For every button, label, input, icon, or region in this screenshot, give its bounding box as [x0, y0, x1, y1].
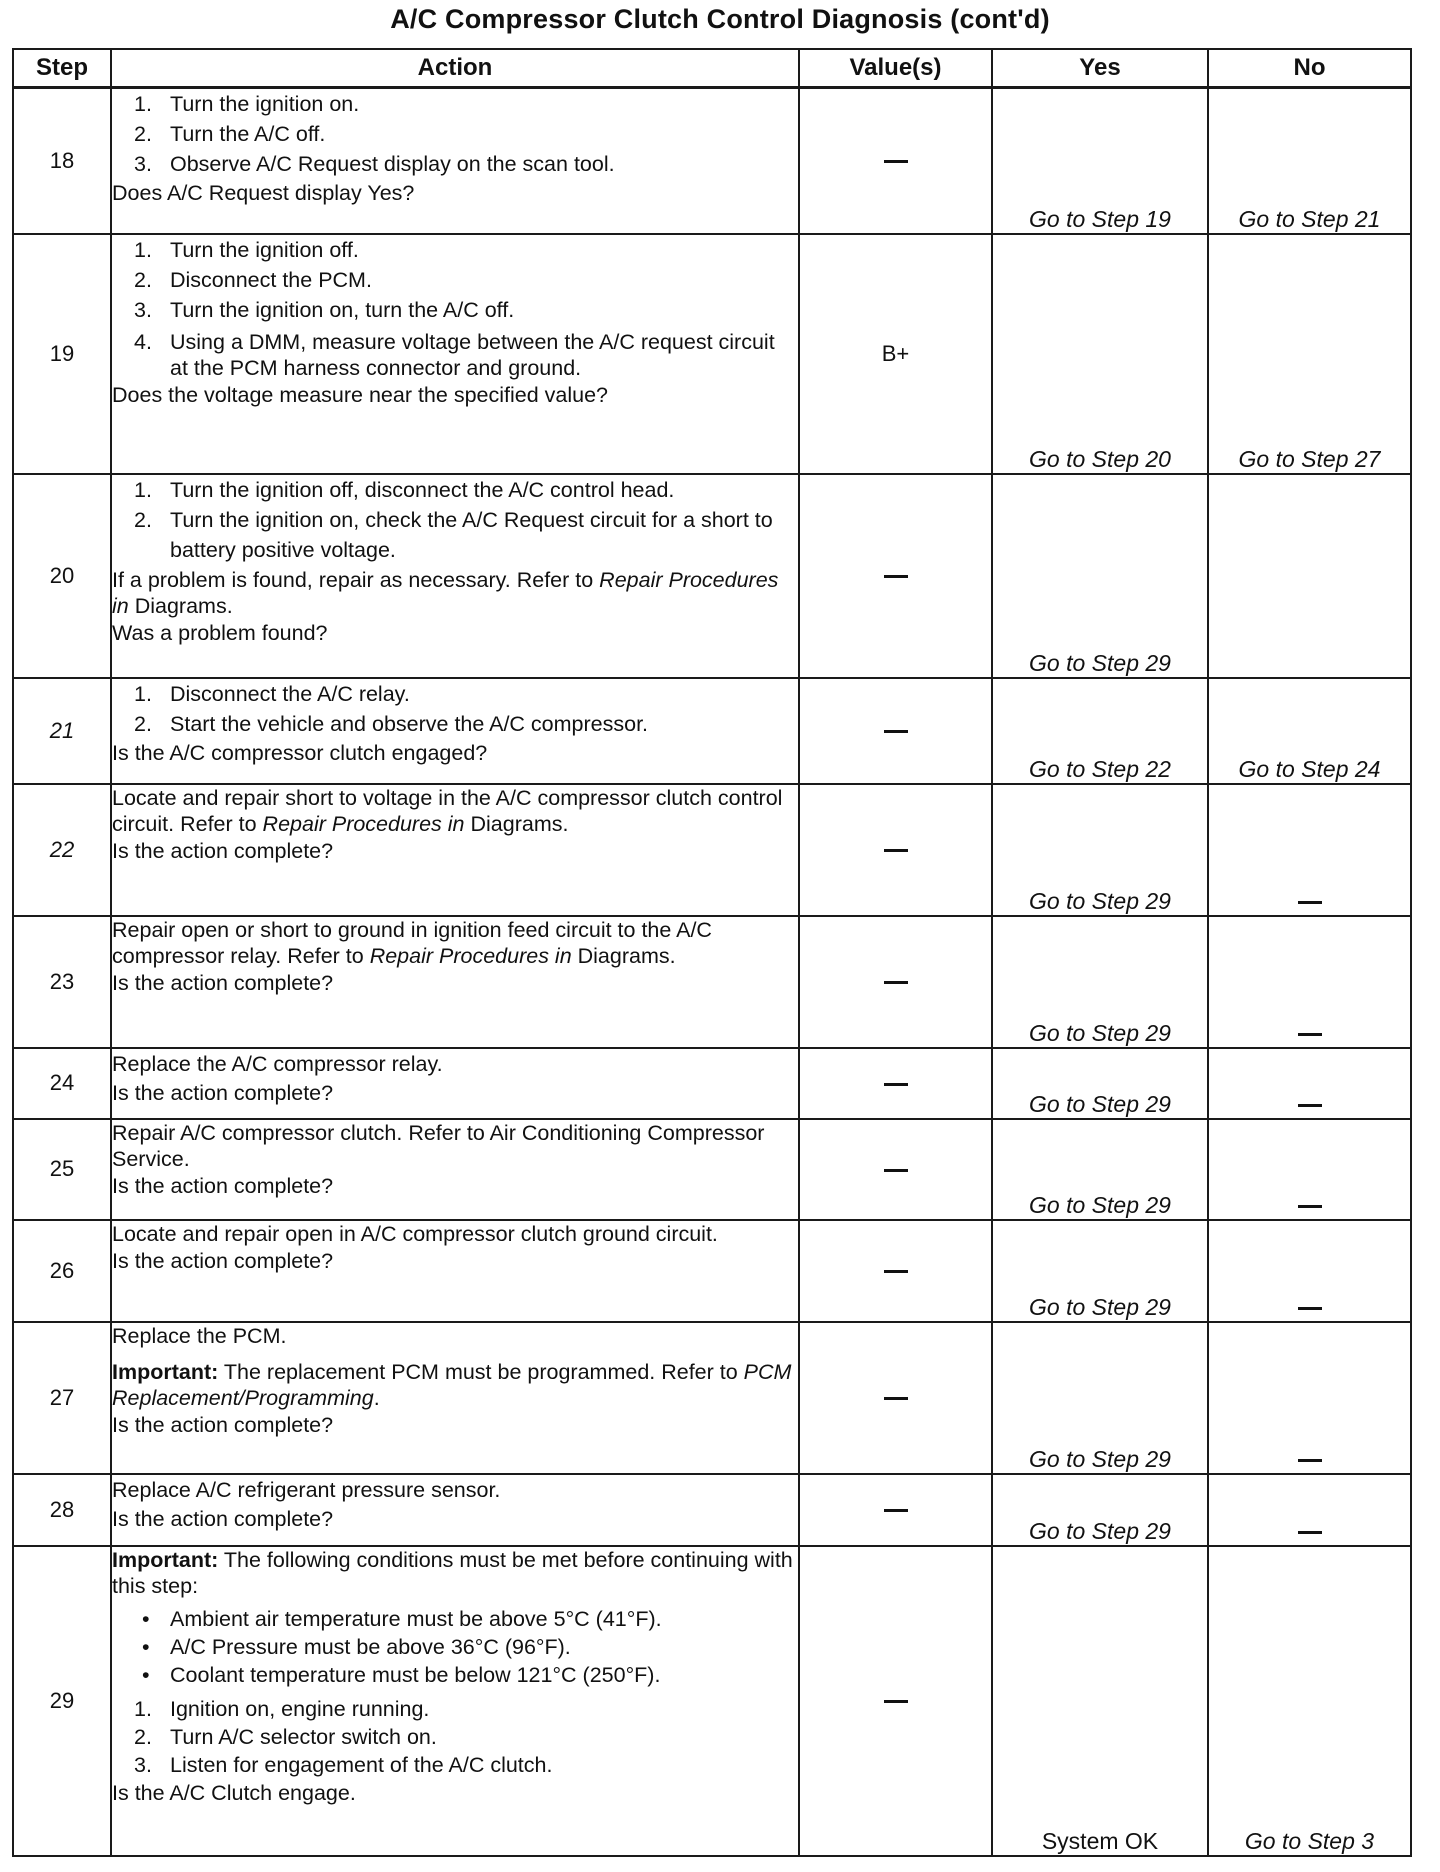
- step-list-item: [112, 1723, 798, 1751]
- action-text-main: Repair open or short to ground in ignition feed circuit to the A/C compressor relay. Refer to: [112, 917, 712, 968]
- step-list-item: [112, 295, 798, 325]
- step-list-item: [112, 89, 798, 119]
- action-cell: [111, 1322, 799, 1474]
- step-cell: 23: [13, 916, 111, 1048]
- action-text-tail: Diagrams.: [128, 593, 233, 618]
- step-list-item: [112, 1695, 798, 1723]
- action-text: [112, 1049, 798, 1079]
- no-cell: [1208, 234, 1411, 474]
- dash-mark: [884, 1700, 908, 1703]
- step-number: 1.: [134, 92, 152, 116]
- table-body: [13, 88, 1411, 1856]
- action-text-main: Locate and repair open in A/C compressor clutch ground circuit.: [112, 1221, 718, 1246]
- cell-text: System OK: [1041, 1827, 1159, 1854]
- action-question: Is the action complete?: [112, 1173, 334, 1198]
- no-cell: [1208, 678, 1411, 784]
- action-question: Was a problem found?: [112, 620, 328, 645]
- yes-cell: [992, 1119, 1208, 1220]
- action-text-main: Locate and repair short to voltage in the A/C compressor clutch control circuit. Refer to: [112, 785, 783, 836]
- action-cell: [111, 1048, 799, 1119]
- value-cell: [799, 784, 992, 916]
- table-row: [13, 916, 1411, 1048]
- important-tail: .: [373, 1385, 380, 1410]
- important-text: The following conditions must be met before continuing with this step:: [112, 1547, 793, 1598]
- step-cell: 27: [13, 1322, 111, 1474]
- action-text-main: Repair A/C compressor clutch. Refer to Air Conditioning Compressor Service.: [112, 1120, 765, 1171]
- reference-link-text: Repair Procedures in: [112, 567, 779, 618]
- value-cell: [799, 1474, 992, 1546]
- table-row: [13, 1546, 1411, 1856]
- step-number: 1.: [134, 681, 152, 706]
- no-cell: [1208, 1546, 1411, 1856]
- step-text: Disconnect the A/C relay.: [170, 681, 410, 706]
- action-question: Is the action complete?: [112, 838, 334, 863]
- step-text: Turn the A/C off.: [170, 122, 326, 146]
- action-cell: [111, 88, 799, 234]
- action-cell: [111, 678, 799, 784]
- dash-mark: [884, 730, 908, 733]
- action-text-main: Replace the PCM.: [112, 1323, 287, 1348]
- value-cell: [799, 916, 992, 1048]
- table-row: [13, 1220, 1411, 1322]
- step-number: 2.: [134, 122, 152, 146]
- step-number: 2.: [134, 1724, 152, 1749]
- condition-item: • A/C Pressure must be above 36°C (96°F).: [112, 1633, 798, 1661]
- step-text: Turn the ignition on.: [170, 92, 360, 116]
- step-text: Turn the ignition on, turn the A/C off.: [170, 297, 515, 322]
- yes-cell: [992, 784, 1208, 916]
- yes-cell: [992, 1048, 1208, 1119]
- goto-text: Go to Step 19: [1029, 205, 1171, 232]
- goto-text: Go to Step 21: [1238, 205, 1381, 232]
- step-number: 1.: [134, 1696, 152, 1721]
- goto-text: Go to Step 22: [1029, 755, 1171, 782]
- goto-text: Go to Step 24: [1238, 755, 1381, 782]
- step-cell: 26: [13, 1220, 111, 1322]
- yes-cell: [992, 88, 1208, 234]
- step-list-item: [112, 475, 798, 505]
- table-row: [13, 474, 1411, 678]
- no-cell: [1208, 1220, 1411, 1322]
- step-list-item: [112, 1751, 798, 1779]
- header-row: [13, 49, 1411, 88]
- step-number: 2.: [134, 507, 152, 532]
- action-cell: [111, 1220, 799, 1322]
- page-title: A/C Compressor Clutch Control Diagnosis (cont'd): [390, 4, 1050, 34]
- step-cell: 24: [13, 1048, 111, 1119]
- action-text: [112, 785, 798, 837]
- step-list-item: [112, 119, 798, 149]
- no-cell: [1208, 1048, 1411, 1119]
- no-cell: [1208, 1474, 1411, 1546]
- step-number: 2.: [134, 267, 152, 292]
- important-label: Important:: [112, 1359, 219, 1384]
- yes-cell: [992, 234, 1208, 474]
- action-text: [112, 1475, 798, 1505]
- dash-mark: [884, 1169, 908, 1172]
- step-cell: 20: [13, 474, 111, 678]
- action-question: Is the A/C compressor clutch engaged?: [112, 740, 488, 765]
- yes-cell: [992, 916, 1208, 1048]
- step-list-item: [112, 265, 798, 295]
- step-text: Using a DMM, measure voltage between the A/C request circuit at the PCM harness connector and ground.: [170, 329, 775, 380]
- table-row: [13, 88, 1411, 234]
- dash-mark: [1298, 1205, 1322, 1208]
- no-cell: [1208, 916, 1411, 1048]
- step-cell: 29: [13, 1546, 111, 1856]
- step-text: Listen for engagement of the A/C clutch.: [170, 1752, 553, 1777]
- no-cell: [1208, 784, 1411, 916]
- goto-text: Go to Step 29: [1029, 1191, 1171, 1218]
- diagnosis-table: [12, 48, 1412, 1857]
- action-text-main: Replace the A/C compressor relay.: [112, 1051, 443, 1076]
- value-cell: [799, 88, 992, 234]
- step-text: Disconnect the PCM.: [170, 267, 372, 292]
- header-yes: Yes: [992, 49, 1208, 88]
- action-cell: [111, 784, 799, 916]
- step-text: Turn the ignition on, check the A/C Request circuit for a short to battery positive voltage.: [170, 507, 773, 562]
- action-text-main: If a problem is found, repair as necessary. Refer to: [112, 567, 600, 592]
- action-text-tail: Diagrams.: [571, 943, 676, 968]
- dash-mark: [884, 1397, 908, 1400]
- header-step: Step: [13, 49, 111, 88]
- goto-text: Go to Step 20: [1029, 445, 1171, 472]
- action-question: Is the action complete?: [112, 1412, 334, 1437]
- dash-mark: [884, 160, 908, 163]
- goto-text: Go to Step 3: [1244, 1827, 1375, 1854]
- dash-mark: [1298, 1033, 1322, 1036]
- goto-text: Go to Step 27: [1238, 445, 1381, 472]
- important-note: [112, 1359, 798, 1411]
- value-cell: [799, 1048, 992, 1119]
- action-text-main: Replace A/C refrigerant pressure sensor.: [112, 1477, 501, 1502]
- header-values: Value(s): [799, 49, 992, 88]
- action-text: [112, 567, 798, 619]
- action-question: Is the action complete?: [112, 1080, 334, 1105]
- action-question: Is the A/C Clutch engage.: [112, 1780, 356, 1805]
- action-cell: [111, 916, 799, 1048]
- no-cell: [1208, 474, 1411, 678]
- step-text: Turn the ignition off.: [170, 237, 359, 262]
- step-list-item: [112, 329, 798, 381]
- yes-cell: [992, 474, 1208, 678]
- step-list: [112, 475, 798, 565]
- condition-item: • Ambient air temperature must be above 5°C (41°F).: [112, 1605, 798, 1633]
- reference-link-text: Repair Procedures in: [262, 811, 465, 836]
- step-text: Turn A/C selector switch on.: [170, 1724, 437, 1749]
- cell-text: B+: [881, 340, 910, 366]
- important-label: Important:: [112, 1547, 219, 1572]
- dash-mark: [1298, 1531, 1322, 1534]
- header-no: No: [1208, 49, 1411, 88]
- step-number: 4.: [134, 329, 152, 354]
- dash-mark: [1298, 1307, 1322, 1310]
- action-question: Is the action complete?: [112, 970, 334, 995]
- value-cell: [799, 234, 992, 474]
- header-action: Action: [111, 49, 799, 88]
- step-number: 1.: [134, 237, 152, 262]
- action-question: Is the action complete?: [112, 1506, 334, 1531]
- step-number: 1.: [134, 477, 152, 502]
- step-list-item: [112, 505, 798, 565]
- step-list-item: [112, 149, 798, 179]
- goto-text: Go to Step 29: [1029, 1517, 1171, 1544]
- no-cell: [1208, 1322, 1411, 1474]
- dash-mark: [1298, 901, 1322, 904]
- step-cell: 19: [13, 234, 111, 474]
- dash-mark: [884, 849, 908, 852]
- table-row: [13, 784, 1411, 916]
- step-list: [112, 679, 798, 739]
- dash-mark: [884, 1270, 908, 1273]
- step-list-item: [112, 235, 798, 265]
- reference-link-text: PCM Replacement/Programming: [112, 1359, 792, 1410]
- step-text: Turn the ignition off, disconnect the A/C control head.: [170, 477, 675, 502]
- reference-link-text: Repair Procedures in: [369, 943, 572, 968]
- step-cell: 22: [13, 784, 111, 916]
- action-question: Does the voltage measure near the specified value?: [112, 382, 609, 407]
- action-question: Is the action complete?: [112, 1248, 334, 1273]
- action-cell: [111, 1546, 799, 1856]
- table-row: [13, 678, 1411, 784]
- step-list-item: [112, 679, 798, 709]
- value-cell: [799, 1322, 992, 1474]
- yes-cell: [992, 1220, 1208, 1322]
- yes-cell: [992, 678, 1208, 784]
- goto-text: Go to Step 29: [1029, 1090, 1171, 1117]
- condition-item: • Coolant temperature must be below 121°C (250°F).: [112, 1661, 798, 1689]
- step-list: [112, 1695, 798, 1779]
- value-cell: [799, 678, 992, 784]
- action-question: Does A/C Request display Yes?: [112, 181, 415, 205]
- yes-cell: [992, 1474, 1208, 1546]
- step-cell: 28: [13, 1474, 111, 1546]
- goto-text: Go to Step 29: [1029, 1019, 1171, 1046]
- value-cell: [799, 1546, 992, 1856]
- action-cell: [111, 474, 799, 678]
- action-text-tail: Diagrams.: [464, 811, 569, 836]
- step-text: Observe A/C Request display on the scan tool.: [170, 152, 615, 176]
- dash-mark: [884, 1509, 908, 1512]
- step-list: [112, 235, 798, 381]
- step-number: 3.: [134, 1752, 152, 1777]
- dash-mark: [1298, 1104, 1322, 1107]
- goto-text: Go to Step 29: [1029, 1445, 1171, 1472]
- step-text: Ignition on, engine running.: [170, 1696, 430, 1721]
- step-text: Start the vehicle and observe the A/C compressor.: [170, 711, 649, 736]
- step-list: [112, 89, 798, 179]
- table-row: [13, 1322, 1411, 1474]
- step-number: 2.: [134, 711, 152, 736]
- step-number: 3.: [134, 152, 152, 176]
- value-cell: [799, 1119, 992, 1220]
- important-note: [112, 1547, 798, 1599]
- step-cell: 21: [13, 678, 111, 784]
- step-list-item: [112, 709, 798, 739]
- no-cell: [1208, 88, 1411, 234]
- action-text: [112, 917, 798, 969]
- step-cell: 25: [13, 1119, 111, 1220]
- action-cell: [111, 234, 799, 474]
- dash-mark: [884, 1083, 908, 1086]
- important-text: The replacement PCM must be programmed. Refer to: [218, 1359, 744, 1384]
- yes-cell: [992, 1322, 1208, 1474]
- action-text: [112, 1120, 798, 1172]
- step-cell: 18: [13, 88, 111, 234]
- dash-mark: [884, 981, 908, 984]
- action-text: [112, 1221, 798, 1247]
- goto-text: Go to Step 29: [1029, 887, 1171, 914]
- table-row: [13, 1119, 1411, 1220]
- goto-text: Go to Step 29: [1029, 1293, 1171, 1320]
- value-cell: [799, 1220, 992, 1322]
- no-cell: [1208, 1119, 1411, 1220]
- action-cell: [111, 1119, 799, 1220]
- yes-cell: [992, 1546, 1208, 1856]
- action-cell: [111, 1474, 799, 1546]
- condition-list: [112, 1605, 798, 1689]
- table-row: [13, 1048, 1411, 1119]
- goto-text: Go to Step 29: [1029, 649, 1171, 676]
- dash-mark: [1298, 1459, 1322, 1462]
- table-row: [13, 1474, 1411, 1546]
- table-row: [13, 234, 1411, 474]
- action-text: [112, 1323, 798, 1349]
- value-cell: [799, 474, 992, 678]
- step-number: 3.: [134, 297, 152, 322]
- dash-mark: [884, 575, 908, 578]
